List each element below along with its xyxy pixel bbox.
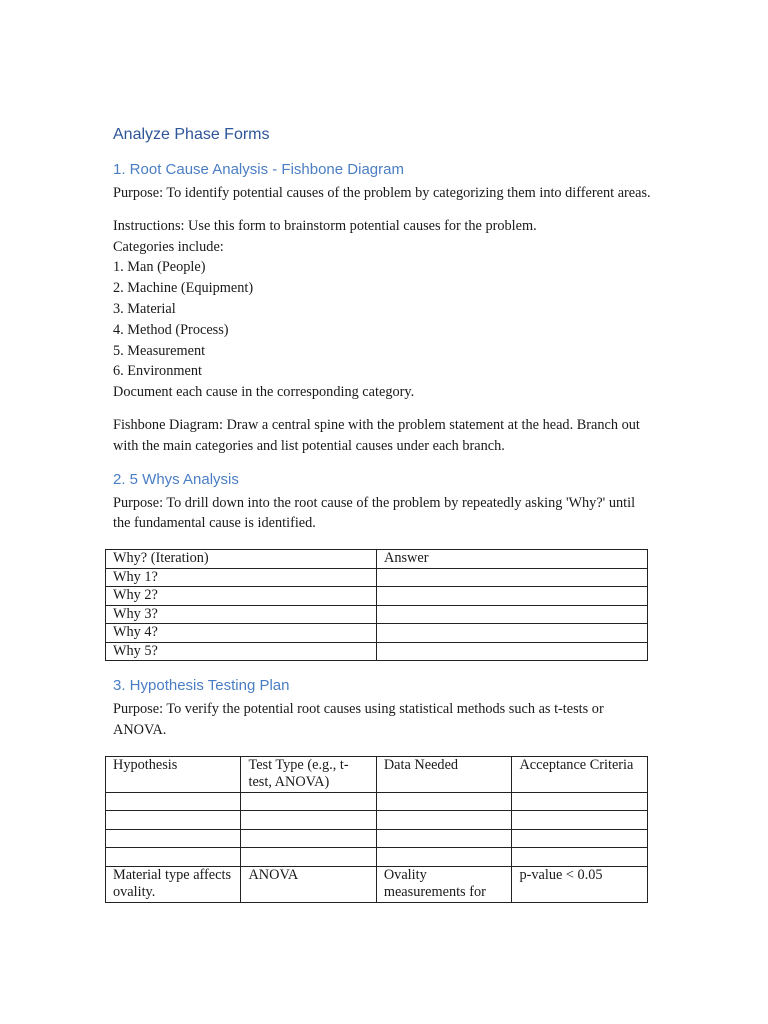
section1-instructions: Instructions: Use this form to brainstorm potential causes for the problem.: [113, 217, 537, 234]
table-row: [106, 605, 648, 624]
table-row: [106, 792, 648, 811]
table-header-cell: Test Type (e.g., t-test, ANOVA): [241, 756, 376, 792]
table-row: [106, 587, 648, 606]
category-item: 5. Measurement: [113, 342, 206, 359]
category-list: [113, 257, 653, 382]
section3-heading: 3. Hypothesis Testing Plan: [113, 677, 290, 695]
section2-heading: 2. 5 Whys Analysis: [113, 470, 239, 488]
section1-fishbone-instructions: Fishbone Diagram: Draw a central spine with the problem statement at the head. Branch out with the main categories and list potential causes under each branch.: [113, 416, 640, 454]
category-item: 6. Environment: [113, 363, 202, 380]
table-cell[interactable]: [376, 848, 512, 867]
table-row: [106, 866, 648, 902]
table-cell: Ovality measurements for: [376, 866, 512, 902]
table-cell: Why 3?: [106, 605, 377, 624]
table-cell[interactable]: [377, 568, 648, 587]
table-cell[interactable]: [377, 642, 648, 661]
table-cell[interactable]: [377, 624, 648, 643]
page-title: Analyze Phase Forms: [113, 126, 270, 143]
table-header-cell: Data Needed: [376, 756, 512, 792]
section1-document-note: Document each cause in the corresponding category.: [113, 384, 415, 401]
table-cell: Why 2?: [106, 587, 377, 606]
table-cell[interactable]: [512, 848, 648, 867]
table-cell[interactable]: [512, 811, 648, 830]
table-row: [106, 642, 648, 661]
table-cell[interactable]: [377, 587, 648, 606]
table-cell: p-value < 0.05: [512, 866, 648, 902]
table-header-cell: Why? (Iteration): [106, 550, 377, 569]
table-cell: Why 4?: [106, 624, 377, 643]
section3-purpose: Purpose: To verify the potential root causes using statistical methods such as t-tests or ANOVA.: [113, 701, 604, 738]
table-cell: Why 1?: [106, 568, 377, 587]
table-header-cell: Answer: [377, 550, 648, 569]
table-row: [106, 829, 648, 848]
table-cell[interactable]: [106, 848, 241, 867]
table-row: [106, 811, 648, 830]
table-cell[interactable]: [241, 848, 376, 867]
section1-purpose: Purpose: To identify potential causes of the problem by categorizing them into different areas.: [113, 185, 651, 201]
table-cell[interactable]: [376, 829, 512, 848]
table-cell[interactable]: [241, 792, 376, 811]
hypothesis-testing-table: [105, 756, 648, 903]
five-whys-table: [105, 549, 648, 661]
table-header-cell: Acceptance Criteria: [512, 756, 648, 792]
table-header-cell: Hypothesis: [106, 756, 241, 792]
table-cell[interactable]: [512, 792, 648, 811]
table-cell: Why 5?: [106, 642, 377, 661]
table-header-row: [106, 756, 648, 792]
document-content: [113, 122, 653, 903]
section1-categories-intro: Categories include:: [113, 238, 224, 255]
section2-purpose: Purpose: To drill down into the root cause of the problem by repeatedly asking 'Why?' until the fundamental cause is identified.: [113, 494, 636, 532]
table-cell[interactable]: [241, 829, 376, 848]
table-row: [106, 568, 648, 587]
section1-heading: 1. Root Cause Analysis - Fishbone Diagram: [113, 161, 404, 178]
table-cell: Material type affects ovality.: [106, 866, 241, 902]
table-cell[interactable]: [241, 811, 376, 830]
table-cell[interactable]: [376, 811, 512, 830]
table-cell: ANOVA: [241, 866, 376, 902]
table-cell[interactable]: [376, 792, 512, 811]
table-cell[interactable]: [106, 829, 241, 848]
table-cell[interactable]: [106, 792, 241, 811]
table-header-row: [106, 550, 648, 569]
category-item: 2. Machine (Equipment): [113, 280, 254, 297]
table-cell[interactable]: [106, 811, 241, 830]
category-item: 3. Material: [113, 300, 176, 317]
category-item: 4. Method (Process): [113, 321, 229, 338]
table-cell[interactable]: [512, 829, 648, 848]
table-cell[interactable]: [377, 605, 648, 624]
table-row: [106, 848, 648, 867]
table-row: [106, 624, 648, 643]
category-item: 1. Man (People): [113, 259, 206, 276]
